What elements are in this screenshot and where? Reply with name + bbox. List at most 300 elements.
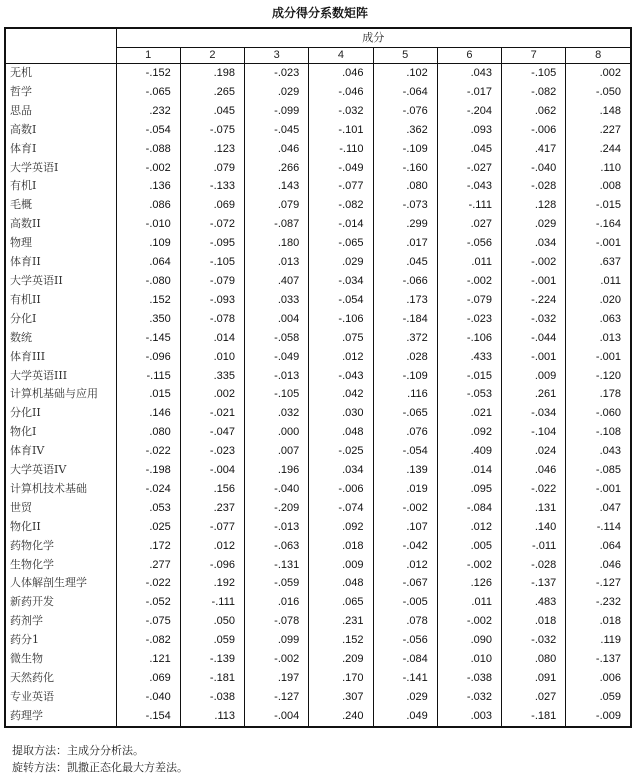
coefficient-cell: .009 [502, 367, 566, 386]
coefficient-cell: -.056 [373, 631, 437, 650]
coefficient-cell: .053 [116, 499, 180, 518]
coefficient-cell: -.052 [116, 593, 180, 612]
coefficient-cell: .015 [116, 385, 180, 404]
coefficient-cell: -.032 [502, 310, 566, 329]
coefficient-cell: .014 [437, 461, 501, 480]
table-row [6, 102, 630, 121]
table-row [6, 83, 630, 102]
coefficient-cell: .020 [599, 293, 621, 306]
coefficient-cell: .121 [116, 650, 180, 669]
coefficient-cell: -.139 [180, 650, 244, 669]
coefficient-cell: .063 [599, 312, 621, 325]
coefficient-cell: .266 [245, 159, 309, 178]
coefficient-cell: .029 [373, 688, 437, 707]
coefficient-cell: .018 [309, 537, 373, 556]
coefficient-cell: -.001 [595, 237, 621, 250]
coefficient-cell: -.088 [116, 140, 180, 159]
coefficient-cell: -.040 [245, 480, 309, 499]
coefficient-cell: -.054 [309, 291, 373, 310]
coefficient-cell: .012 [437, 518, 501, 537]
coefficient-cell: -.131 [245, 556, 309, 575]
coefficient-cell: .131 [502, 499, 566, 518]
row-label: 药分1 [6, 631, 116, 650]
coefficient-cell: .148 [599, 104, 621, 117]
coefficient-cell: .011 [600, 274, 621, 287]
coefficient-cell: -.105 [502, 64, 566, 83]
coefficient-cell: .196 [245, 461, 309, 480]
coefficient-cell: .113 [180, 707, 244, 726]
table-row [6, 461, 630, 480]
coefficient-cell: .034 [502, 234, 566, 253]
coefficient-cell: .050 [180, 612, 244, 631]
coefficient-cell: .045 [373, 253, 437, 272]
coefficient-cell: -.082 [116, 631, 180, 650]
coefficient-cell: -.164 [595, 218, 621, 231]
footnote-rotation-method: 旋转方法：凯撒正态化最大方差法。 [12, 761, 188, 774]
coefficient-cell: -.105 [180, 253, 244, 272]
coefficient-cell: .048 [309, 423, 373, 442]
coefficient-cell: .128 [502, 196, 566, 215]
row-label: 药剂学 [6, 612, 116, 631]
coefficient-cell: -.111 [180, 593, 244, 612]
coefficient-cell: .170 [309, 669, 373, 688]
column-header-component-4: 4 [309, 48, 373, 64]
coefficient-cell: -.015 [595, 199, 621, 212]
coefficient-cell: -.127 [245, 688, 309, 707]
coefficient-cell: .080 [373, 177, 437, 196]
coefficient-cell: .198 [180, 64, 244, 83]
coefficient-cell: .000 [245, 423, 309, 442]
coefficient-cell: -.054 [373, 442, 437, 461]
coefficient-cell: -.022 [502, 480, 566, 499]
table-row [6, 385, 630, 404]
coefficient-cell: -.115 [116, 367, 180, 386]
coefficient-cell: -.065 [116, 83, 180, 102]
coefficient-cell: .043 [437, 64, 501, 83]
table-row [6, 574, 630, 593]
table-row [6, 196, 630, 215]
coefficient-cell: -.032 [309, 102, 373, 121]
coefficient-cell: .299 [373, 215, 437, 234]
coefficient-cell: .014 [180, 329, 244, 348]
coefficient-cell: -.028 [502, 177, 566, 196]
coefficient-cell: .043 [599, 445, 621, 458]
coefficient-cell: -.044 [502, 329, 566, 348]
coefficient-cell: .025 [116, 518, 180, 537]
coefficient-cell: .139 [373, 461, 437, 480]
table-row [6, 234, 630, 253]
row-label: 高数I [6, 121, 116, 140]
coefficient-cell: .209 [309, 650, 373, 669]
coefficient-cell: .017 [373, 234, 437, 253]
column-header-component-1: 1 [116, 48, 180, 64]
coefficient-cell: .008 [599, 180, 621, 193]
row-label: 有机I [6, 177, 116, 196]
row-label: 人体解剖生理学 [6, 574, 116, 593]
coefficient-cell: -.002 [437, 272, 501, 291]
row-label: 大学英语II [6, 272, 116, 291]
coefficient-cell: .013 [599, 331, 621, 344]
coefficient-cell: .099 [245, 631, 309, 650]
coefficient-cell: .152 [116, 291, 180, 310]
table-title: 成分得分系数矩阵 [271, 6, 368, 20]
table-row [6, 612, 630, 631]
coefficient-cell: .080 [116, 423, 180, 442]
coefficient-cell: .126 [437, 574, 501, 593]
coefficient-cell: -.005 [373, 593, 437, 612]
coefficient-cell: .172 [116, 537, 180, 556]
coefficient-cell: -.022 [116, 574, 180, 593]
coefficient-cell: .232 [116, 102, 180, 121]
coefficient-cell: .407 [245, 272, 309, 291]
coefficient-cell: .045 [180, 102, 244, 121]
coefficient-cell: -.002 [437, 612, 501, 631]
column-header-component-6: 6 [437, 48, 501, 64]
coefficient-cell: .059 [599, 690, 621, 703]
coefficient-cell: .019 [373, 480, 437, 499]
coefficient-cell: .086 [116, 196, 180, 215]
coefficient-cell: -.077 [180, 518, 244, 537]
coefficient-cell: .078 [373, 612, 437, 631]
footnote-extraction-method: 提取方法：主成分分析法。 [12, 744, 144, 757]
coefficient-cell: -.002 [502, 253, 566, 272]
coefficient-cell: -.040 [502, 159, 566, 178]
coefficient-cell: .152 [309, 631, 373, 650]
coefficient-cell: .095 [437, 480, 501, 499]
table-row [6, 650, 630, 669]
column-header-component-5: 5 [373, 48, 437, 64]
coefficient-cell: .143 [245, 177, 309, 196]
coefficient-cell: -.078 [180, 310, 244, 329]
header-row-group [6, 29, 630, 48]
coefficient-cell: .021 [437, 404, 501, 423]
table-row [6, 518, 630, 537]
coefficient-cell: -.054 [116, 121, 180, 140]
column-header-component-3: 3 [245, 48, 309, 64]
table-row [6, 253, 630, 272]
table-row [6, 291, 630, 310]
coefficient-cell: .362 [373, 121, 437, 140]
table-row [6, 707, 630, 726]
matrix-body [6, 64, 630, 726]
row-label: 分化II [6, 404, 116, 423]
coefficient-cell: .119 [600, 634, 621, 647]
coefficient-cell: .409 [437, 442, 501, 461]
coefficient-cell: .102 [373, 64, 437, 83]
coefficient-cell: -.108 [595, 426, 621, 439]
coefficient-cell: .277 [116, 556, 180, 575]
coefficient-cell: -.001 [595, 482, 621, 495]
coefficient-cell: -.079 [180, 272, 244, 291]
column-header-component-8: 8 [566, 48, 630, 64]
coefficient-cell: -.002 [116, 159, 180, 178]
coefficient-cell: -.050 [595, 85, 621, 98]
coefficient-cell: -.049 [245, 348, 309, 367]
coefficient-cell: .637 [599, 256, 621, 269]
table-row [6, 669, 630, 688]
coefficient-cell: -.093 [180, 291, 244, 310]
coefficient-cell: -.111 [437, 196, 501, 215]
coefficient-cell: .002 [599, 67, 621, 79]
component-group-header: 成分 [116, 29, 630, 48]
table-row [6, 177, 630, 196]
coefficient-cell: .240 [309, 707, 373, 726]
coefficient-cell: .069 [180, 196, 244, 215]
coefficient-cell: .178 [599, 388, 621, 401]
coefficient-cell: .064 [599, 539, 621, 552]
coefficient-cell: .244 [599, 142, 621, 155]
coefficient-cell: -.154 [116, 707, 180, 726]
coefficient-cell: -.082 [502, 83, 566, 102]
table-row [6, 537, 630, 556]
coefficient-cell: -.137 [595, 653, 621, 666]
coefficient-cell: .092 [309, 518, 373, 537]
coefficient-cell: -.045 [245, 121, 309, 140]
coefficient-cell: -.023 [180, 442, 244, 461]
coefficient-cell: -.209 [245, 499, 309, 518]
row-label: 计算机基础与应用 [6, 385, 116, 404]
coefficient-cell: .265 [180, 83, 244, 102]
coefficient-cell: .011 [437, 593, 501, 612]
coefficient-cell: -.017 [437, 83, 501, 102]
coefficient-cell: .090 [437, 631, 501, 650]
coefficient-cell: .197 [245, 669, 309, 688]
coefficient-cell: -.043 [309, 367, 373, 386]
coefficient-cell: -.038 [180, 688, 244, 707]
row-label: 无机 [6, 64, 116, 83]
table-row [6, 310, 630, 329]
row-label: 体育I [6, 140, 116, 159]
coefficient-cell: .028 [373, 348, 437, 367]
coefficient-cell: -.038 [437, 669, 501, 688]
coefficient-cell: -.079 [437, 291, 501, 310]
table-row [6, 688, 630, 707]
row-label: 专业英语 [6, 688, 116, 707]
coefficient-cell: .116 [373, 385, 437, 404]
coefficient-cell: .261 [502, 385, 566, 404]
coefficient-cell: -.015 [437, 367, 501, 386]
row-label: 数统 [6, 329, 116, 348]
coefficient-cell: -.006 [309, 480, 373, 499]
coefficient-cell: -.047 [180, 423, 244, 442]
row-label: 世贸 [6, 499, 116, 518]
row-label: 物化I [6, 423, 116, 442]
row-label: 生物化学 [6, 556, 116, 575]
coefficient-cell: -.106 [437, 329, 501, 348]
row-label: 分化I [6, 310, 116, 329]
coefficient-cell: -.160 [373, 159, 437, 178]
coefficient-cell: -.072 [180, 215, 244, 234]
table-row [6, 272, 630, 291]
coefficient-cell: -.141 [373, 669, 437, 688]
coefficient-cell: -.006 [502, 121, 566, 140]
coefficient-cell: .433 [437, 348, 501, 367]
row-label: 药物化学 [6, 537, 116, 556]
coefficient-cell: .062 [502, 102, 566, 121]
row-label: 大学英语III [6, 367, 116, 386]
table-row [6, 121, 630, 140]
coefficient-cell: -.066 [373, 272, 437, 291]
coefficient-cell: .109 [116, 234, 180, 253]
coefficient-cell: -.009 [595, 709, 621, 722]
coefficient-cell: .372 [373, 329, 437, 348]
coefficient-cell: -.013 [245, 367, 309, 386]
component-score-coefficient-matrix [4, 27, 632, 728]
coefficient-cell: -.011 [502, 537, 566, 556]
coefficient-cell: .076 [373, 423, 437, 442]
coefficient-cell: .231 [309, 612, 373, 631]
coefficient-cell: .009 [309, 556, 373, 575]
coefficient-cell: -.181 [180, 669, 244, 688]
coefficient-cell: .059 [180, 631, 244, 650]
coefficient-cell: -.004 [245, 707, 309, 726]
coefficient-cell: -.065 [309, 234, 373, 253]
coefficient-cell: -.105 [245, 385, 309, 404]
coefficient-cell: -.114 [596, 520, 621, 533]
coefficient-cell: -.058 [245, 329, 309, 348]
coefficient-cell: -.023 [245, 64, 309, 83]
coefficient-cell: -.232 [595, 596, 621, 609]
coefficient-cell: -.023 [437, 310, 501, 329]
coefficient-cell: .237 [180, 499, 244, 518]
row-label: 大学英语I [6, 159, 116, 178]
table-row [6, 631, 630, 650]
coefficient-cell: -.074 [309, 499, 373, 518]
coefficient-cell: .136 [116, 177, 180, 196]
row-label: 毛概 [6, 196, 116, 215]
coefficient-cell: .010 [180, 348, 244, 367]
column-header-component-7: 7 [502, 48, 566, 64]
coefficient-cell: -.095 [180, 234, 244, 253]
coefficient-cell: -.109 [373, 140, 437, 159]
coefficient-cell: .011 [437, 253, 501, 272]
coefficient-cell: -.043 [437, 177, 501, 196]
table-row [6, 64, 630, 83]
coefficient-cell: .483 [502, 593, 566, 612]
coefficient-cell: .007 [245, 442, 309, 461]
column-header-component-2: 2 [180, 48, 244, 64]
coefficient-cell: .045 [437, 140, 501, 159]
coefficient-cell: .075 [309, 329, 373, 348]
coefficient-cell: .307 [309, 688, 373, 707]
coefficient-cell: .093 [437, 121, 501, 140]
coefficient-cell: .046 [245, 140, 309, 159]
coefficient-cell: -.002 [437, 556, 501, 575]
coefficient-cell: .005 [437, 537, 501, 556]
coefficient-cell: -.002 [373, 499, 437, 518]
matrix-table [6, 29, 630, 726]
coefficient-cell: .092 [437, 423, 501, 442]
row-label: 体育IV [6, 442, 116, 461]
coefficient-cell: .012 [373, 556, 437, 575]
row-label: 体育III [6, 348, 116, 367]
coefficient-cell: .046 [309, 64, 373, 83]
coefficient-cell: .046 [599, 558, 621, 571]
coefficient-cell: .079 [180, 159, 244, 178]
table-row [6, 442, 630, 461]
coefficient-cell: .350 [116, 310, 180, 329]
coefficient-cell: .010 [437, 650, 501, 669]
table-row [6, 367, 630, 386]
coefficient-cell: .107 [373, 518, 437, 537]
coefficient-cell: -.110 [309, 140, 373, 159]
coefficient-cell: .047 [599, 501, 621, 514]
coefficient-cell: .032 [245, 404, 309, 423]
coefficient-cell: .012 [309, 348, 373, 367]
coefficient-cell: -.078 [245, 612, 309, 631]
row-label: 大学英语IV [6, 461, 116, 480]
coefficient-cell: -.001 [595, 350, 621, 363]
coefficient-cell: .335 [180, 367, 244, 386]
coefficient-cell: .029 [502, 215, 566, 234]
coefficient-cell: .069 [116, 669, 180, 688]
table-row [6, 423, 630, 442]
coefficient-cell: -.028 [502, 556, 566, 575]
coefficient-cell: -.001 [502, 348, 566, 367]
coefficient-cell: -.133 [180, 177, 244, 196]
row-label: 物理 [6, 234, 116, 253]
coefficient-cell: .027 [437, 215, 501, 234]
coefficient-cell: .110 [600, 161, 621, 174]
coefficient-cell: -.010 [116, 215, 180, 234]
row-label: 新药开发 [6, 593, 116, 612]
coefficient-cell: -.027 [437, 159, 501, 178]
coefficient-cell: -.204 [437, 102, 501, 121]
coefficient-cell: -.034 [309, 272, 373, 291]
table-row [6, 556, 630, 575]
coefficient-cell: .006 [599, 672, 621, 684]
coefficient-cell: .156 [180, 480, 244, 499]
table-row [6, 329, 630, 348]
coefficient-cell: -.073 [373, 196, 437, 215]
row-label: 高数II [6, 215, 116, 234]
row-label: 思品 [6, 102, 116, 121]
coefficient-cell: .140 [502, 518, 566, 537]
coefficient-cell: .049 [373, 707, 437, 726]
table-row [6, 404, 630, 423]
row-label: 体育II [6, 253, 116, 272]
coefficient-cell: -.001 [502, 272, 566, 291]
coefficient-cell: -.198 [116, 461, 180, 480]
coefficient-cell: -.002 [245, 650, 309, 669]
row-label: 药理学 [6, 707, 116, 726]
coefficient-cell: -.065 [373, 404, 437, 423]
coefficient-cell: .042 [309, 385, 373, 404]
coefficient-cell: -.013 [245, 518, 309, 537]
coefficient-cell: .173 [373, 291, 437, 310]
coefficient-cell: .002 [180, 385, 244, 404]
row-label: 物化II [6, 518, 116, 537]
coefficient-cell: .064 [116, 253, 180, 272]
coefficient-cell: .417 [502, 140, 566, 159]
corner-cell [6, 29, 116, 64]
table-row [6, 480, 630, 499]
coefficient-cell: .029 [309, 253, 373, 272]
coefficient-cell: -.022 [116, 442, 180, 461]
coefficient-cell: .048 [309, 574, 373, 593]
coefficient-cell: -.145 [116, 329, 180, 348]
coefficient-cell: .029 [245, 83, 309, 102]
coefficient-cell: -.014 [309, 215, 373, 234]
coefficient-cell: .079 [245, 196, 309, 215]
coefficient-cell: -.085 [595, 464, 621, 477]
coefficient-cell: .030 [309, 404, 373, 423]
coefficient-cell: -.127 [595, 577, 621, 590]
coefficient-cell: -.059 [245, 574, 309, 593]
coefficient-cell: -.224 [502, 291, 566, 310]
coefficient-cell: -.032 [502, 631, 566, 650]
coefficient-cell: -.063 [245, 537, 309, 556]
